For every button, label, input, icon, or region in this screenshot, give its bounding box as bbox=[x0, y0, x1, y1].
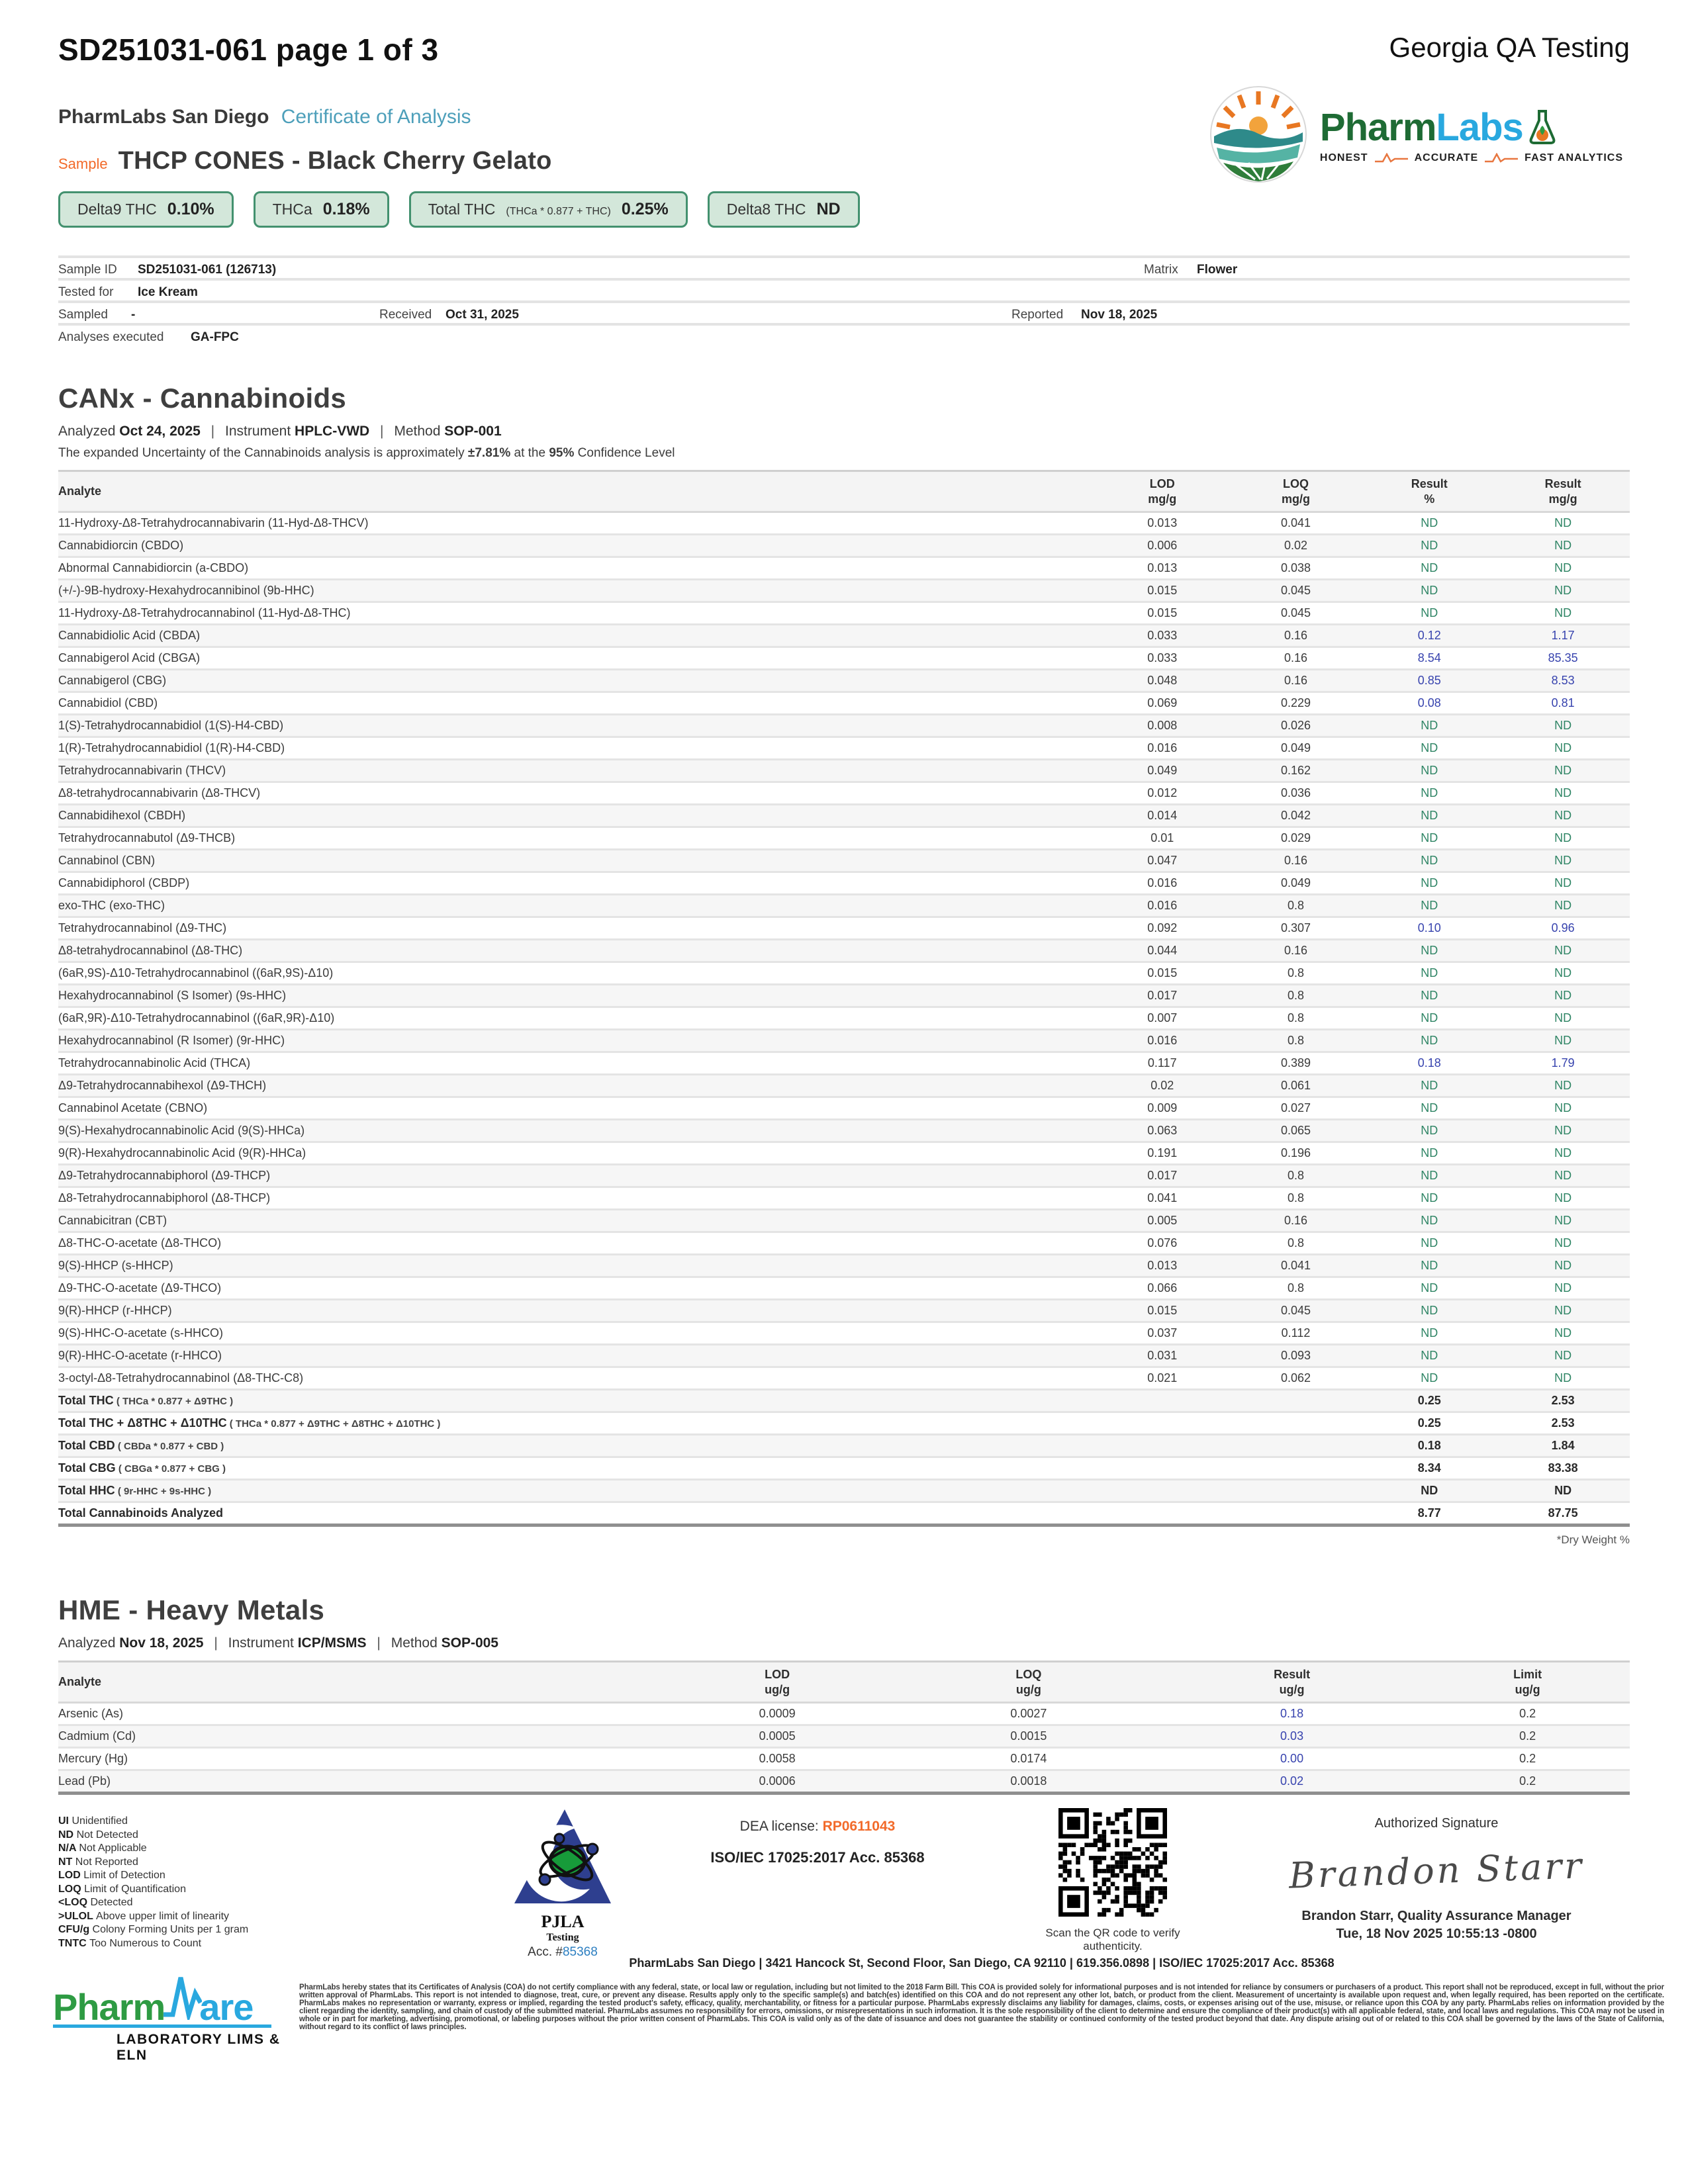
sample-name: THCP CONES - Black Cherry Gelato bbox=[118, 147, 552, 175]
separator: | bbox=[211, 424, 215, 439]
analyte-row: (6aR,9S)-Δ10-Tetrahydrocannabinol ((6aR,9S)-Δ10) 0.015 0.8 ND ND bbox=[58, 962, 1630, 985]
analyte-row: Abnormal Cannabidiorcin (a-CBDO) 0.013 0.038 ND ND bbox=[58, 557, 1630, 580]
pulse-icon bbox=[1375, 153, 1408, 163]
instrument-label: Instrument bbox=[224, 424, 291, 439]
heavy-metals-table bbox=[58, 1661, 1630, 1795]
cannabinoids-meta bbox=[58, 424, 1630, 439]
signer-name-title: Brandon Starr, Quality Assurance Manager bbox=[1301, 1909, 1571, 1923]
analyte-row: Δ8-tetrahydrocannabinol (Δ8-THC) 0.044 0.16 ND ND bbox=[58, 940, 1630, 962]
legend-item: LOQ Limit of Quantification bbox=[58, 1883, 186, 1895]
total-row: Total Cannabinoids Analyzed 8.77 87.75 bbox=[58, 1502, 1630, 1525]
pharmware-subtitle: LABORATORY LIMS & ELN bbox=[117, 2032, 281, 2063]
analyte-row: Cannabinol Acetate (CBNO) 0.009 0.027 ND ND bbox=[58, 1097, 1630, 1120]
heavy-metals-title: HME - Heavy Metals bbox=[58, 1594, 325, 1625]
sample-info bbox=[58, 255, 1630, 348]
legend-item: <LOQ Detected bbox=[58, 1897, 133, 1908]
license-block bbox=[669, 1819, 966, 1866]
document-type: Certificate of Analysis bbox=[281, 106, 471, 128]
separator: | bbox=[214, 1635, 218, 1651]
info-row-analyses bbox=[58, 326, 1630, 348]
tagline-honest: HONEST bbox=[1319, 152, 1368, 163]
sample-id-label: Sample ID bbox=[58, 263, 117, 277]
analyte-row: Tetrahydrocannabinol (Δ9-THC) 0.092 0.307 0.10 0.96 bbox=[58, 917, 1630, 940]
uncertainty-mid: at the bbox=[514, 446, 546, 460]
sampled-value: - bbox=[131, 308, 136, 322]
analyte-row: Cannabidiolic Acid (CBDA) 0.033 0.16 0.12 1.17 bbox=[58, 625, 1630, 647]
analyte-row: Arsenic (As) 0.0009 0.0027 0.18 0.2 bbox=[58, 1703, 1630, 1725]
analyte-row: 9(S)-HHC-O-acetate (s-HHCO) 0.037 0.112 ND ND bbox=[58, 1322, 1630, 1345]
reported-value: Nov 18, 2025 bbox=[1081, 308, 1158, 322]
matrix-label: Matrix bbox=[1144, 263, 1178, 277]
col-result-pct: Result % bbox=[1362, 471, 1496, 512]
total-row: Total THC ( THCa * 0.877 + Δ9THC ) 0.25 2.53 bbox=[58, 1390, 1630, 1412]
total-row: Total THC + Δ8THC + Δ10THC ( THCa * 0.877 + Δ9THC + Δ8THC + Δ10THC ) 0.25 2.53 bbox=[58, 1412, 1630, 1435]
signature-script: Brandon Starr bbox=[1288, 1844, 1585, 1897]
cannabinoids-header-row bbox=[58, 471, 1630, 512]
pjla-logo-icon bbox=[513, 1807, 612, 1906]
pharmware-pulse-icon bbox=[162, 1974, 202, 2020]
summary-badge: Delta9 THC 0.10% bbox=[58, 191, 234, 228]
analyte-row: Cannabigerol Acid (CBGA) 0.033 0.16 8.54 85.35 bbox=[58, 647, 1630, 670]
analyte-row: 11-Hydroxy-Δ8-Tetrahydrocannabinol (11-Hyd-Δ8-THC) 0.015 0.045 ND ND bbox=[58, 602, 1630, 625]
col-loq: LOQ ug/g bbox=[899, 1662, 1158, 1703]
analyte-row: 3-octyl-Δ8-Tetrahydrocannabinol (Δ8-THC-C8) 0.021 0.062 ND ND bbox=[58, 1367, 1630, 1390]
sample-id-value: SD251031-061 (126713) bbox=[138, 263, 277, 277]
legend-item: ND Not Detected bbox=[58, 1829, 138, 1841]
uncertainty-value: ±7.81% bbox=[467, 446, 511, 460]
lab-name: PharmLabs San Diego bbox=[58, 106, 269, 128]
analyte-row: Hexahydrocannabinol (R Isomer) (9r-HHC) 0.016 0.8 ND ND bbox=[58, 1030, 1630, 1052]
analyte-row: 1(R)-Tetrahydrocannabidiol (1(R)-H4-CBD) 0.016 0.049 ND ND bbox=[58, 737, 1630, 760]
dea-license bbox=[669, 1819, 966, 1835]
dea-label: DEA license: bbox=[739, 1819, 819, 1834]
qr-code bbox=[1058, 1808, 1167, 1917]
analyte-row: Mercury (Hg) 0.0058 0.0174 0.00 0.2 bbox=[58, 1748, 1630, 1770]
analyzed-date: Oct 24, 2025 bbox=[119, 424, 201, 439]
analyte-row: 11-Hydroxy-Δ8-Tetrahydrocannabivarin (11-Hyd-Δ8-THCV) 0.013 0.041 ND ND bbox=[58, 512, 1630, 535]
total-row: Total CBG ( CBGa * 0.877 + CBG ) 8.34 83.38 bbox=[58, 1457, 1630, 1480]
analyses-label: Analyses executed bbox=[58, 330, 164, 344]
legend-item: N/A Not Applicable bbox=[58, 1843, 147, 1854]
pjla-name: PJLA bbox=[541, 1912, 585, 1931]
pjla-sub: Testing bbox=[546, 1932, 579, 1943]
analyte-row: Cannabidihexol (CBDH) 0.014 0.042 ND ND bbox=[58, 805, 1630, 827]
summary-badge: THCa 0.18% bbox=[254, 191, 389, 228]
signature-title: Authorized Signature bbox=[1374, 1816, 1499, 1831]
sample-label: Sample bbox=[58, 156, 108, 172]
col-result: Result ug/g bbox=[1158, 1662, 1426, 1703]
cannabinoids-title: CANx - Cannabinoids bbox=[58, 383, 347, 414]
separator: | bbox=[380, 424, 384, 439]
instrument-label: Instrument bbox=[228, 1635, 294, 1651]
col-analyte: Analyte bbox=[58, 1662, 655, 1703]
client-name: Georgia QA Testing bbox=[1389, 32, 1630, 63]
lab-address: PharmLabs San Diego | 3421 Hancock St, Second Floor, San Diego, CA 92110 | 619.356.0898 | ISO/IEC 17025:2017 Acc. 85368 bbox=[629, 1956, 1335, 1970]
dea-number: RP0611043 bbox=[822, 1819, 896, 1834]
analyte-row: 9(R)-HHC-O-acetate (r-HHCO) 0.031 0.093 ND ND bbox=[58, 1345, 1630, 1367]
pharmlabs-emblem-icon bbox=[1209, 85, 1308, 184]
confidence-value: 95% bbox=[549, 446, 575, 460]
legend-item: NT Not Reported bbox=[58, 1856, 138, 1868]
pharmlabs-wordmark bbox=[1320, 105, 1623, 164]
analyte-row: Δ9-Tetrahydrocannabihexol (Δ9-THCH) 0.02 0.061 ND ND bbox=[58, 1075, 1630, 1097]
total-row: Total CBD ( CBDa * 0.877 + CBD ) 0.18 1.84 bbox=[58, 1435, 1630, 1457]
iso-accreditation: ISO/IEC 17025:2017 Acc. 85368 bbox=[710, 1849, 925, 1866]
analyses-value: GA-FPC bbox=[191, 330, 239, 344]
brand-tagline bbox=[1320, 152, 1623, 164]
heavy-metals-header-row bbox=[58, 1662, 1630, 1703]
summary-badge: Delta8 THC ND bbox=[708, 191, 860, 228]
tested-for-label: Tested for bbox=[58, 285, 114, 299]
analyte-row: Cannabidiphorol (CBDP) 0.016 0.049 ND ND bbox=[58, 872, 1630, 895]
analyte-row: (+/-)-9B-hydroxy-Hexahydrocannibinol (9b-HHC) 0.015 0.045 ND ND bbox=[58, 580, 1630, 602]
analyte-row: Cannabidiorcin (CBDO) 0.006 0.02 ND ND bbox=[58, 535, 1630, 557]
method-label: Method bbox=[394, 424, 441, 439]
analyte-row: Tetrahydrocannabutol (Δ9-THCB) 0.01 0.029 ND ND bbox=[58, 827, 1630, 850]
info-row-sample-id bbox=[58, 255, 1630, 278]
received-label: Received bbox=[379, 308, 432, 322]
instrument-value: ICP/MSMS bbox=[297, 1635, 367, 1651]
dry-weight-note: *Dry Weight % bbox=[1556, 1533, 1630, 1546]
page-header bbox=[58, 0, 1630, 68]
wordmark-pharm: Pharm bbox=[1319, 105, 1436, 149]
flask-icon bbox=[1528, 109, 1556, 146]
sampled-label: Sampled bbox=[58, 308, 108, 322]
qr-caption: Scan the QR code to verify authenticity. bbox=[1045, 1927, 1180, 1952]
instrument-value: HPLC-VWD bbox=[295, 424, 370, 439]
summary-badges bbox=[58, 191, 1630, 228]
analyte-row: 9(R)-HHCP (r-HHCP) 0.015 0.045 ND ND bbox=[58, 1300, 1630, 1322]
analyte-row: Cadmium (Cd) 0.0005 0.0015 0.03 0.2 bbox=[58, 1725, 1630, 1748]
analyte-row: (6aR,9R)-Δ10-Tetrahydrocannabinol ((6aR,9R)-Δ10) 0.007 0.8 ND ND bbox=[58, 1007, 1630, 1030]
analyzed-label: Analyzed bbox=[58, 1635, 116, 1651]
analyte-row: Lead (Pb) 0.0006 0.0018 0.02 0.2 bbox=[58, 1770, 1630, 1794]
col-analyte: Analyte bbox=[58, 471, 1096, 512]
method-value: SOP-005 bbox=[441, 1635, 498, 1651]
abbreviation-legend bbox=[58, 1815, 248, 1950]
total-row: Total HHC ( 9r-HHC + 9s-HHC ) ND ND bbox=[58, 1480, 1630, 1502]
legend-item: >ULOL Above upper limit of linearity bbox=[58, 1910, 230, 1922]
analyte-row: 9(R)-Hexahydrocannabinolic Acid (9(R)-HHCa) 0.191 0.196 ND ND bbox=[58, 1142, 1630, 1165]
acc-number: 85368 bbox=[562, 1945, 598, 1959]
legend-item: UI Unidentified bbox=[58, 1815, 128, 1827]
analyzed-label: Analyzed bbox=[58, 424, 116, 439]
qr-block bbox=[1030, 1808, 1196, 1953]
analyte-row: Tetrahydrocannabinolic Acid (THCA) 0.117 0.389 0.18 1.79 bbox=[58, 1052, 1630, 1075]
wordmark-labs: Labs bbox=[1436, 105, 1523, 149]
info-row-tested-for bbox=[58, 278, 1630, 300]
acc-label: Acc. # bbox=[528, 1945, 563, 1959]
heavy-metals-section bbox=[58, 1594, 1630, 1795]
col-result-mgg: Result mg/g bbox=[1496, 471, 1630, 512]
legal-disclaimer: PharmLabs hereby states that its Certificates of Analysis (COA) do not certify compliance with any federal, state, or local law or regulation, including but not limited to the 2018 Farm Bill. This COA is provided solely for informational purposes and is not intended for reliance by consumers or purchasers of a product. This report shall not be reproduced, except in full, without the prior written approval of PharmLabs. This report is not intended to diagnose, treat, cure, or prevent any disease. Results apply only to the specific sample(s) and batch(es) identified on this COA and do not represent any other lot, batch, or product from the client. Measurement of uncertainty is available upon request and, when legally required, has been reported on the certificate. PharmLabs makes no representation or warranty, express or implied, regarding the tested product's safety, efficacy, quality, merchantability, or fitness for a particular purpose. PharmLabs expressly disclaims any liability for damages, claims, costs, or expenses arising out of the use, misuse, or reliance upon this COA by any party. PharmLabs relies on information provided by the client regarding the identity, sampling, and chain of custody of the submitted material. PharmLabs assumes no responsibility for errors, omissions, or misrepresentations in such information. It is the sole responsibility of the client to determine and ensure the compliance of their product(s) with all applicable federal, state, and local laws and regulations. This COA may not be used in whole or in part for marketing, advertising, promotional, or labeling purposes without the prior written consent of PharmLabs. This COA is valid only as of the date of issuance and does not guarantee the stability or continued conformity of the tested product beyond that date. Any dispute arising out of or related to this COA shall be governed by the laws of the State of California, without regard to its conflict of laws principles. bbox=[299, 1983, 1664, 2031]
analyte-row: 9(S)-Hexahydrocannabinolic Acid (9(S)-HHCa) 0.063 0.065 ND ND bbox=[58, 1120, 1630, 1142]
analyte-row: Δ9-THC-O-acetate (Δ9-THCO) 0.066 0.8 ND ND bbox=[58, 1277, 1630, 1300]
summary-badge: Total THC (THCa * 0.877 + THC) 0.25% bbox=[409, 191, 688, 228]
analyte-row: Δ9-Tetrahydrocannabiphorol (Δ9-THCP) 0.017 0.8 ND ND bbox=[58, 1165, 1630, 1187]
col-limit: Limit ug/g bbox=[1425, 1662, 1630, 1703]
signature-datetime: Tue, 18 Nov 2025 10:55:13 -0800 bbox=[1336, 1927, 1537, 1941]
method-label: Method bbox=[391, 1635, 438, 1651]
legend-item: LOD Limit of Detection bbox=[58, 1870, 165, 1881]
analyte-row: Cannabicitran (CBT) 0.005 0.16 ND ND bbox=[58, 1210, 1630, 1232]
separator: | bbox=[377, 1635, 381, 1651]
method-value: SOP-001 bbox=[444, 424, 502, 439]
tested-for-value: Ice Kream bbox=[138, 285, 198, 299]
analyte-row: Tetrahydrocannabivarin (THCV) 0.049 0.162 ND ND bbox=[58, 760, 1630, 782]
col-loq: LOQ mg/g bbox=[1229, 471, 1363, 512]
analyte-row: Hexahydrocannabinol (S Isomer) (9s-HHC) 0.017 0.8 ND ND bbox=[58, 985, 1630, 1007]
signature-block bbox=[1225, 1816, 1648, 1942]
analyte-row: Cannabinol (CBN) 0.047 0.16 ND ND bbox=[58, 850, 1630, 872]
analyte-row: 9(S)-HHCP (s-HHCP) 0.013 0.041 ND ND bbox=[58, 1255, 1630, 1277]
tagline-fast: FAST ANALYTICS bbox=[1524, 152, 1623, 163]
tagline-accurate: ACCURATE bbox=[1414, 152, 1479, 163]
analyzed-date: Nov 18, 2025 bbox=[119, 1635, 204, 1651]
received-value: Oct 31, 2025 bbox=[445, 308, 519, 322]
matrix-value: Flower bbox=[1197, 263, 1238, 277]
pharmware-word1: Pharm bbox=[53, 1986, 165, 2028]
heavy-metals-meta bbox=[58, 1635, 1630, 1651]
col-lod: LOD ug/g bbox=[655, 1662, 899, 1703]
uncertainty-note bbox=[58, 446, 1630, 461]
cannabinoids-section bbox=[58, 383, 1630, 1547]
analyte-row: Δ8-tetrahydrocannabivarin (Δ8-THCV) 0.012 0.036 ND ND bbox=[58, 782, 1630, 805]
cannabinoids-table bbox=[58, 470, 1630, 1527]
analyte-row: Δ8-Tetrahydrocannabiphorol (Δ8-THCP) 0.041 0.8 ND ND bbox=[58, 1187, 1630, 1210]
pharmlabs-logo bbox=[1209, 85, 1623, 184]
legend-item: CFU/g Colony Forming Units per 1 gram bbox=[58, 1924, 249, 1935]
info-row-dates bbox=[58, 300, 1630, 323]
analyte-row: 1(S)-Tetrahydrocannabidiol (1(S)-H4-CBD) 0.008 0.026 ND ND bbox=[58, 715, 1630, 737]
pharmware-word2: are bbox=[199, 1986, 254, 2028]
analyte-row: Cannabidiol (CBD) 0.069 0.229 0.08 0.81 bbox=[58, 692, 1630, 715]
pulse-icon bbox=[1485, 153, 1518, 163]
reported-label: Reported bbox=[1011, 308, 1064, 322]
analyte-row: Cannabigerol (CBG) 0.048 0.16 0.85 8.53 bbox=[58, 670, 1630, 692]
legend-item: TNTC Too Numerous to Count bbox=[58, 1937, 202, 1949]
brand-line bbox=[58, 106, 471, 128]
uncertainty-suffix: Confidence Level bbox=[577, 446, 675, 460]
pharmware-logo bbox=[53, 1974, 285, 2064]
document-id: SD251031-061 page 1 of 3 bbox=[58, 32, 439, 67]
uncertainty-prefix: The expanded Uncertainty of the Cannabinoids analysis is approximately bbox=[58, 446, 465, 460]
pjla-accreditation bbox=[490, 1807, 635, 1960]
analyte-row: exo-THC (exo-THC) 0.016 0.8 ND ND bbox=[58, 895, 1630, 917]
analyte-row: Δ8-THC-O-acetate (Δ8-THCO) 0.076 0.8 ND ND bbox=[58, 1232, 1630, 1255]
col-lod: LOD mg/g bbox=[1096, 471, 1229, 512]
